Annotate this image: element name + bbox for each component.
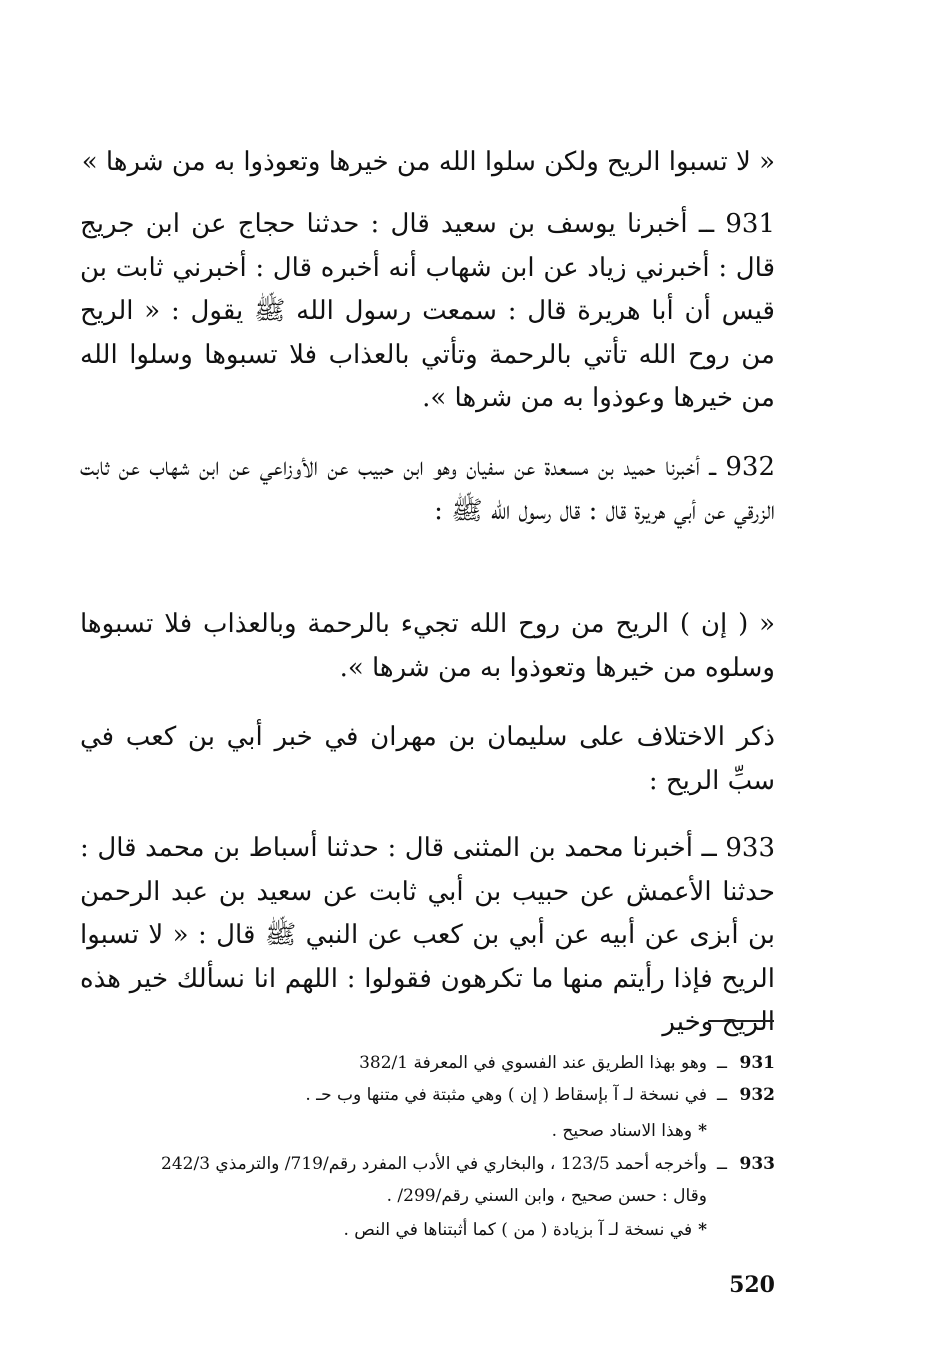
footnote-number: 931 bbox=[739, 1053, 775, 1073]
footnote-text: في نسخة لـ آ بإسقاط ( إن ) وهي مثبتة في متنها وب حـ . bbox=[305, 1085, 707, 1105]
footnote-933-note bbox=[80, 1215, 775, 1245]
page-number: 520 bbox=[729, 1272, 775, 1298]
footnote-number: 932 bbox=[739, 1085, 775, 1105]
paragraph-932-quote: « ( إن ) الريح من روح الله تجيء بالرحمة وبالعذاب فلا تسبوها وسلوه من خيرها وتعوذوا به من شرها ». bbox=[80, 609, 775, 683]
footnote-933 bbox=[80, 1149, 775, 1179]
footnote-text: وأخرجه أحمد 123/5 ، والبخاري في الأدب المفرد رقم/719/ والترمذي 242/3 bbox=[161, 1154, 707, 1174]
footnote-number: 933 bbox=[739, 1154, 775, 1174]
section-heading: ذكر الاختلاف على سليمان بن مهران في خبر أبي بن كعب في سبِّ الريح : bbox=[80, 722, 775, 796]
footnote-933-cont bbox=[80, 1181, 775, 1211]
footnote-divider bbox=[708, 1020, 774, 1022]
paragraph-932: 932 ــ أخبرنا حميد بن مسعدة عن سفيان وهو ابن حبيب عن الأوزاعي عن ابن شهاب عن ثابت الزرقي عن أبي هريرة قال : قال رسول الله ﷺ : bbox=[80, 452, 775, 526]
footnote-text: وقال : حسن صحيح ، وابن السني رقم/299/ . bbox=[386, 1186, 707, 1206]
paragraph-hadith-quote: « لا تسبوا الريح ولكن سلوا الله من خيرها وتعوذوا به من شرها » bbox=[81, 147, 775, 177]
footnote-text: وهو بهذا الطريق عند الفسوي في المعرفة 382/1 bbox=[359, 1053, 707, 1073]
footnote-text: وهذا الاسناد صحيح . bbox=[551, 1121, 693, 1141]
paragraph-931: 931 ــ أخبرنا يوسف بن سعيد قال : حدثنا حجاج عن ابن جريج قال : أخبرني زياد عن ابن شهاب أنه أخبره قال : أخبرني ثابت بن قيس أن أبا هريرة قال : سمعت رسول الله ﷺ يقول : « الريح من روح الله تأتي بالرحمة وتأتي بالعذاب فلا تسبوها وسلوا الله من خيرها وعوذوا به من شرها ». bbox=[80, 209, 775, 413]
footnote-dash: ــ bbox=[717, 1085, 727, 1105]
footnote-dash: ــ bbox=[717, 1154, 727, 1174]
footnote-star: * bbox=[698, 1220, 707, 1240]
footnote-star: * bbox=[698, 1121, 707, 1141]
footnote-text: في نسخة لـ آ بزيادة ( من ) كما أثبتناها في النص . bbox=[343, 1220, 693, 1240]
paragraph-933: 933 ــ أخبرنا محمد بن المثنى قال : حدثنا أسباط بن محمد قال : حدثنا الأعمش عن حبيب بن أبي ثابت عن سعيد بن عبد الرحمن بن أبزى عن أبيه عن أبي بن كعب عن النبي ﷺ قال : « لا تسبوا الريح فإذا رأيتم منها ما تكرهون فقولوا : اللهم انا نسألك خير هذه الريح وخير bbox=[80, 833, 775, 1037]
footnote-932-note bbox=[80, 1116, 775, 1146]
footnote-932 bbox=[80, 1080, 775, 1110]
footnote-dash: ــ bbox=[717, 1053, 727, 1073]
footnote-931 bbox=[80, 1048, 775, 1078]
page bbox=[80, 0, 775, 1372]
